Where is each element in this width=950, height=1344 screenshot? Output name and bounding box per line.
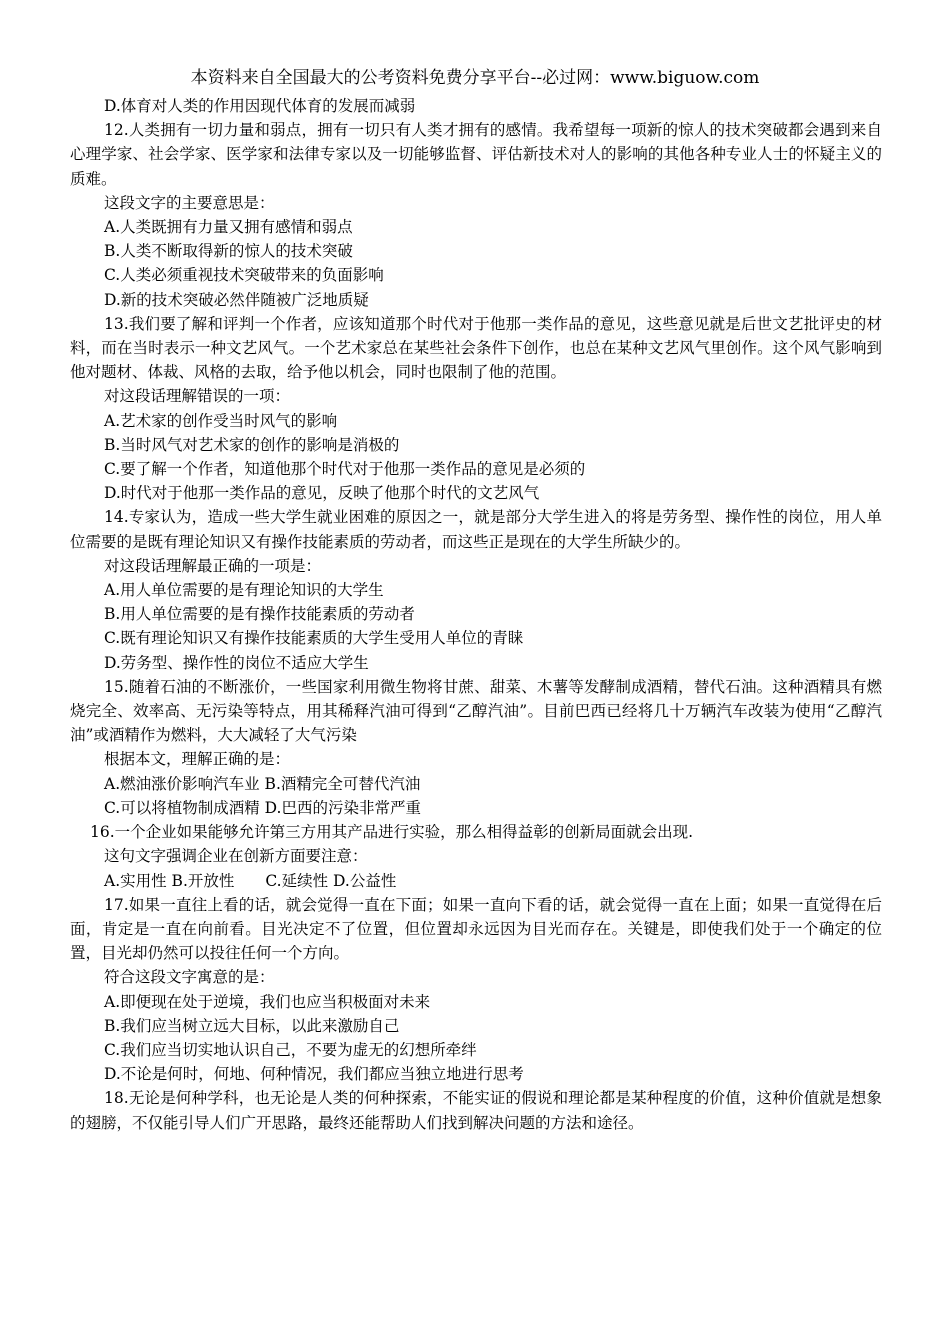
q14-stem: 14.专家认为，造成一些大学生就业困难的原因之一，就是部分大学生进入的将是劳务型、操作性的岗位，用人单位需要的是既有理论知识又有操作技能素质的劳动者，而这些正是现在的大学生所缺少的。 xyxy=(70,508,882,551)
q15-options-ab: A.燃油涨价影响汽车业 B.酒精完全可替代汽油 xyxy=(104,774,421,793)
q15-options-cd: C.可以将植物制成酒精 D.巴西的污染非常严重 xyxy=(104,798,421,817)
q13-option-b: B.当时风气对艺术家的创作的影响是消极的 xyxy=(104,435,400,454)
q12-stem: 12.人类拥有一切力量和弱点，拥有一切只有人类才拥有的感情。我希望每一项新的惊人的技术突破都会遇到来自心理学家、社会学家、医学家和法律专家以及一切能够监督、评估新技术对人的影响的其他各种专业人士的怀疑主义的质难。 xyxy=(70,121,882,188)
q13-option-d: D.时代对于他那一类作品的意见，反映了他那个时代的文艺风气 xyxy=(104,484,540,503)
q13-option-c: C.要了解一个作者，知道他那个时代对于他那一类作品的意见是必须的 xyxy=(104,460,586,479)
q14-option-c: C.既有理论知识又有操作技能素质的大学生受用人单位的青睐 xyxy=(104,629,524,648)
q17-prompt: 符合这段文字寓意的是： xyxy=(104,968,275,987)
q12-option-c: C.人类必须重视技术突破带来的负面影响 xyxy=(104,266,384,285)
q17-option-d: D.不论是何时，何地、何种情况，我们都应当独立地进行思考 xyxy=(104,1065,524,1084)
q15-stem: 15.随着石油的不断涨价，一些国家利用微生物将甘蔗、甜菜、木薯等发酵制成酒精，替代石油。这种酒精具有燃烧完全、效率高、无污染等特点，用其稀释汽油可得到“乙醇汽油”。目前巴西已经将几十万辆汽车改装为使用“乙醇汽油”或酒精作为燃料，大大减轻了大气污染 xyxy=(70,677,882,745)
q17-option-c: C.我们应当切实地认识自己，不要为虚无的幻想所牵绊 xyxy=(104,1040,477,1059)
q12-prompt: 这段文字的主要意思是： xyxy=(104,193,275,212)
q14-option-d: D.劳务型、操作性的岗位不适应大学生 xyxy=(104,653,369,672)
q13-stem: 13.我们要了解和评判一个作者，应该知道那个时代对于他那一类作品的意见，这些意见就是后世文艺批评史的材料，而在当时表示一种文艺风气。一个艺术家总在某些社会条件下创作，也总在某种文艺风气里创作。这个风气影响到他对题材、体裁、风格的去取，给予他以机会，同时也限制了他的范围。 xyxy=(70,314,882,382)
q15-prompt: 根据本文，理解正确的是： xyxy=(104,750,291,769)
q12-option-a: A.人类既拥有力量又拥有感情和弱点 xyxy=(104,218,353,237)
q18-stem: 18.无论是何种学科，也无论是人类的何种探索，不能实证的假说和理论都是某种程度的价值，这种价值就是想象的翅膀，不仅能引导人们广开思路，最终还能帮助人们找到解决问题的方法和途径。 xyxy=(70,1089,882,1132)
q16-prompt: 这句文字强调企业在创新方面要注意： xyxy=(104,847,368,866)
q17-stem: 17.如果一直往上看的话，就会觉得一直在下面；如果一直向下看的话，就会觉得一直在上面；如果一直觉得在后面，肯定是一直在向前看。目光决定不了位置，但位置却永远因为目光而存在。关键是，即使我们处于一个确定的位置，目光却仍然可以投往任何一个方向。 xyxy=(70,895,882,963)
q13-prompt: 对这段话理解错误的一项： xyxy=(104,387,291,406)
q14-option-b: B.用人单位需要的是有操作技能素质的劳动者 xyxy=(104,605,415,624)
q11-option-d: D.体育对人类的作用因现代体育的发展而减弱 xyxy=(104,97,416,115)
q14-option-a: A.用人单位需要的是有理论知识的大学生 xyxy=(104,581,384,600)
q12-option-b: B.人类不断取得新的惊人的技术突破 xyxy=(104,242,353,261)
q14-prompt: 对这段话理解最正确的一项是： xyxy=(104,556,322,575)
q16-stem: 16.一个企业如果能够允许第三方用其产品进行实验，那么相得益彰的创新局面就会出现. xyxy=(90,823,694,842)
q17-option-a: A.即便现在处于逆境，我们也应当积极面对未来 xyxy=(104,992,431,1011)
document-body xyxy=(70,94,882,1135)
q12-option-d: D.新的技术突破必然伴随被广泛地质疑 xyxy=(104,290,369,309)
q17-option-b: B.我们应当树立远大目标，以此来激励自己 xyxy=(104,1016,400,1035)
page-header: 本资料来自全国最大的公考资料免费分享平台--必过网：www.biguow.com xyxy=(190,68,760,88)
q13-option-a: A.艺术家的创作受当时风气的影响 xyxy=(104,411,338,430)
q16-options: A.实用性 B.开放性 C.延续性 D.公益性 xyxy=(104,871,397,890)
